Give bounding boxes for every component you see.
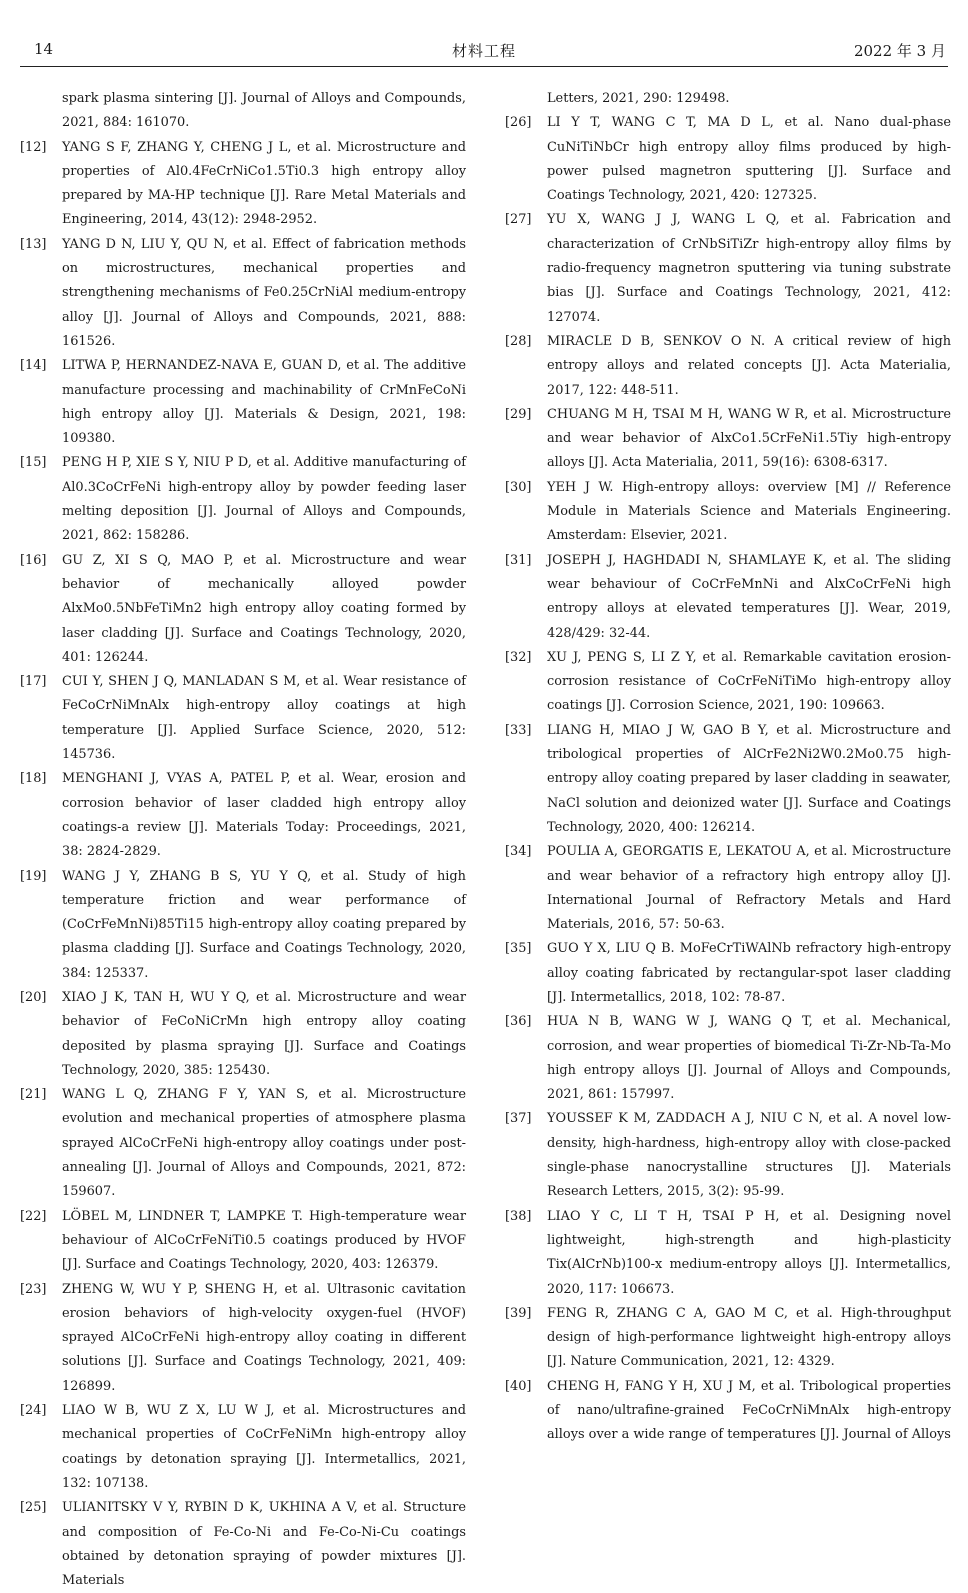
reference-text: CHENG H, FANG Y H, XU J M, et al. Tribological properties of nano/ultrafine-grained FeCoCrNiMnAlx high-entropy alloys over a wide range of temperatures [J]. Journal of Alloys — [547, 1378, 951, 1443]
reference-number: [32] — [505, 649, 532, 665]
reference-entry — [505, 330, 951, 403]
reference-number: [26] — [505, 115, 532, 131]
reference-number: [19] — [20, 868, 47, 884]
reference-number: [38] — [505, 1208, 532, 1224]
reference-column-left — [20, 87, 466, 1593]
reference-entry — [20, 354, 466, 451]
reference-text: JOSEPH J, HAGHDADI N, SHAMLAYE K, et al. The sliding wear behaviour of CoCrFeMnNi and AlxCoCrFeNi high entropy alloys at elevated temperatures [J]. Wear, 2019, 428/429: 32-44. — [547, 552, 951, 641]
reference-entry — [20, 136, 466, 233]
reference-entry — [505, 87, 951, 111]
reference-number: [40] — [505, 1378, 532, 1394]
reference-text: PENG H P, XIE S Y, NIU P D, et al. Additive manufacturing of Al0.3CoCrFeNi high-entropy alloy by powder feeding laser melting deposition [J]. Journal of Alloys and Compounds, 2021, 862: 158286. — [62, 455, 466, 544]
reference-text: LITWA P, HERNANDEZ-NAVA E, GUAN D, et al. The additive manufacture processing and machinability of CrMnFeCoNi high entropy alloy [J]. Materials & Design, 2021, 198: 109380. — [62, 358, 466, 447]
reference-number: [28] — [505, 333, 532, 349]
reference-entry — [505, 403, 951, 476]
reference-entry — [505, 1010, 951, 1107]
reference-entry — [505, 840, 951, 937]
reference-entry — [505, 646, 951, 719]
reference-text: ZHENG W, WU Y P, SHENG H, et al. Ultrasonic cavitation erosion behaviors of high-velocity oxygen-fuel (HVOF) sprayed AlCoCrFeNi high-entropy alloy coating in different solutions [J]. Surface and Coatings Technology, 2021, 409: 126899. — [62, 1281, 466, 1394]
reference-entry — [20, 986, 466, 1083]
reference-text: MIRACLE D B, SENKOV O N. A critical review of high entropy alloys and related concepts [J]. Acta Materialia, 2017, 122: 448-511. — [547, 333, 951, 398]
reference-text: YANG D N, LIU Y, QU N, et al. Effect of fabrication methods on microstructures, mechanical properties and strengthening mechanisms of Fe0.25CrNiAl medium-entropy alloy [J]. Journal of Alloys and Compounds, 2021, 888: 161526. — [62, 236, 466, 349]
reference-text: ULIANITSKY V Y, RYBIN D K, UKHINA A V, et al. Structure and composition of Fe-Co-Ni and Fe-Co-Ni-Cu coatings obtained by detonation spraying of powder mixtures [J]. Materials — [62, 1500, 466, 1589]
reference-number: [34] — [505, 844, 532, 860]
reference-text: spark plasma sintering [J]. Journal of Alloys and Compounds, 2021, 884: 161070. — [62, 91, 466, 131]
reference-entry — [505, 937, 951, 1010]
reference-entry — [20, 1278, 466, 1399]
reference-number: [16] — [20, 552, 47, 568]
reference-number: [31] — [505, 552, 532, 568]
reference-number: [37] — [505, 1111, 532, 1127]
reference-entry — [20, 1205, 466, 1278]
reference-number: [21] — [20, 1087, 47, 1103]
reference-number: [33] — [505, 722, 532, 738]
reference-number: [22] — [20, 1208, 47, 1224]
reference-text: HUA N B, WANG W J, WANG Q T, et al. Mechanical, corrosion, and wear properties of biomedical Ti-Zr-Nb-Ta-Mo high entropy alloys [J]. Journal of Alloys and Compounds, 2021, 861: 157997. — [547, 1014, 951, 1103]
journal-title: 材料工程 — [451, 42, 516, 60]
reference-entry — [20, 451, 466, 548]
reference-text: YOUSSEF K M, ZADDACH A J, NIU C N, et al. A novel low-density, high-hardness, high-entropy alloy with close-packed single-phase nanocrystalline structures [J]. Materials Research Letters, 2015, 3(2): 95-99. — [547, 1111, 951, 1200]
reference-number: [18] — [20, 771, 47, 787]
reference-text: LI Y T, WANG C T, MA D L, et al. Nano dual-phase CuNiTiNbCr high entropy alloy films produced by high-power pulsed magnetron sputtering [J]. Surface and Coatings Technology, 2021, 420: 127325. — [547, 115, 951, 204]
reference-number: [25] — [20, 1500, 47, 1516]
reference-entry — [20, 1083, 466, 1204]
reference-text: WANG J Y, ZHANG B S, YU Y Q, et al. Study of high temperature friction and wear performance of (CoCrFeMnNi)85Ti15 high-entropy alloy coating prepared by plasma cladding [J]. Surface and Coatings Technology, 2020, 384: 125337. — [62, 868, 466, 981]
reference-entry — [505, 208, 951, 329]
reference-text: LÖBEL M, LINDNER T, LAMPKE T. High-temperature wear behaviour of AlCoCrFeNiTi0.5 coatings produced by HVOF [J]. Surface and Coatings Technology, 2020, 403: 126379. — [62, 1208, 466, 1273]
reference-entry — [505, 476, 951, 549]
reference-entry — [20, 233, 466, 354]
reference-text: MENGHANI J, VYAS A, PATEL P, et al. Wear, erosion and corrosion behavior of laser cladded high entropy alloy coatings-a review [J]. Materials Today: Proceedings, 2021, 38: 2824-2829. — [62, 771, 466, 860]
reference-number: [17] — [20, 674, 47, 690]
reference-number: [35] — [505, 941, 532, 957]
reference-text: GU Z, XI S Q, MAO P, et al. Microstructure and wear behavior of mechanically alloyed powder AlxMo0.5NbFeTiMn2 high entropy alloy coating formed by laser cladding [J]. Surface and Coatings Technology, 2020, 401: 126244. — [62, 552, 466, 665]
reference-entry — [20, 1496, 466, 1593]
reference-number: [12] — [20, 139, 47, 155]
reference-number: [14] — [20, 358, 47, 374]
reference-number: [15] — [20, 455, 47, 471]
reference-entry — [505, 549, 951, 646]
reference-number: [27] — [505, 212, 532, 228]
reference-text: LIAO W B, WU Z X, LU W J, et al. Microstructures and mechanical properties of CoCrFeNiMn high-entropy alloy coatings by detonation spraying [J]. Intermetallics, 2021, 132: 107138. — [62, 1403, 466, 1491]
reference-entry — [505, 111, 951, 208]
reference-entry — [20, 670, 466, 767]
reference-text: WANG L Q, ZHANG F Y, YAN S, et al. Microstructure evolution and mechanical properties of atmosphere plasma sprayed AlCoCrFeNi high-entropy alloy coatings under post-annealing [J]. Journal of Alloys and Compounds, 2021, 872: 159607. — [62, 1087, 466, 1200]
reference-entry — [20, 1399, 466, 1496]
reference-text: FENG R, ZHANG C A, GAO M C, et al. High-throughput design of high-performance lightweight high-entropy alloys [J]. Nature Communication, 2021, 12: 4329. — [547, 1305, 951, 1370]
page-number: 14 — [34, 40, 54, 58]
reference-number: [13] — [20, 236, 47, 252]
reference-number: [23] — [20, 1281, 47, 1297]
reference-text: YANG S F, ZHANG Y, CHENG J L, et al. Microstructure and properties of Al0.4FeCrNiCo1.5Ti0.3 high entropy alloy prepared by MA-HP technique [J]. Rare Metal Materials and Engineering, 2014, 43(12): 2948-2952. — [62, 139, 466, 228]
reference-text: POULIA A, GEORGATIS E, LEKATOU A, et al. Microstructure and wear behavior of a refractory high entropy alloy [J]. International Journal of Refractory Metals and Hard Materials, 2016, 57: 50-63. — [547, 844, 951, 933]
reference-entry — [20, 865, 466, 986]
issue-date: 2022 年 3 月 — [853, 42, 946, 60]
reference-entry — [20, 767, 466, 864]
reference-text: LIANG H, MIAO J W, GAO B Y, et al. Microstructure and tribological properties of AlCrFe2Ni2W0.2Mo0.75 high-entropy alloy coating prepared by laser cladding in seawater, NaCl solution and deionized water [J]. Surface and Coatings Technology, 2020, 400: 126214. — [547, 722, 951, 835]
reference-entry — [505, 1107, 951, 1204]
reference-column-right — [505, 87, 951, 1448]
reference-entry — [505, 1205, 951, 1302]
reference-entry — [505, 1375, 951, 1448]
reference-number: [29] — [505, 406, 532, 422]
reference-text: CUI Y, SHEN J Q, MANLADAN S M, et al. Wear resistance of FeCoCrNiMnAlx high-entropy alloy coatings at high temperature [J]. Applied Surface Science, 2020, 512: 145736. — [62, 674, 466, 763]
reference-text: YEH J W. High-entropy alloys: overview [M] // Reference Module in Materials Science and Materials Engineering. Amsterdam: Elsevier, 2021. — [547, 479, 951, 544]
reference-text: XIAO J K, TAN H, WU Y Q, et al. Microstructure and wear behavior of FeCoNiCrMn high entropy alloy coating deposited by plasma spraying [J]. Surface and Coatings Technology, 2020, 385: 125430. — [62, 989, 466, 1078]
reference-number: [24] — [20, 1403, 47, 1419]
reference-number: [36] — [505, 1014, 532, 1030]
reference-text: CHUANG M H, TSAI M H, WANG W R, et al. Microstructure and wear behavior of AlxCo1.5CrFeNi1.5Tiy high-entropy alloys [J]. Acta Materialia, 2011, 59(16): 6308-6317. — [547, 406, 951, 471]
reference-entry — [20, 549, 466, 670]
reference-entry — [505, 719, 951, 840]
reference-text: Letters, 2021, 290: 129498. — [547, 91, 730, 106]
page-header — [20, 38, 948, 67]
reference-entry — [505, 1302, 951, 1375]
reference-text: GUO Y X, LIU Q B. MoFeCrTiWAlNb refractory high-entropy alloy coating fabricated by rectangular-spot laser cladding [J]. Intermetallics, 2018, 102: 78-87. — [547, 941, 951, 1005]
reference-text: XU J, PENG S, LI Z Y, et al. Remarkable cavitation erosion-corrosion resistance of CoCrFeNiTiMo high-entropy alloy coatings [J]. Corrosion Science, 2021, 190: 109663. — [547, 649, 951, 714]
reference-text: LIAO Y C, LI T H, TSAI P H, et al. Designing novel lightweight, high-strength and high-plasticity Tix(AlCrNb)100-x medium-entropy alloys [J]. Intermetallics, 2020, 117: 106673. — [547, 1208, 951, 1297]
reference-number: [30] — [505, 479, 532, 495]
reference-text: YU X, WANG J J, WANG L Q, et al. Fabrication and characterization of CrNbSiTiZr high-entropy alloy films by radio-frequency magnetron sputtering via tuning substrate bias [J]. Surface and Coatings Technology, 2021, 412: 127074. — [547, 212, 951, 325]
reference-number: [39] — [505, 1305, 532, 1321]
reference-entry — [20, 87, 466, 136]
reference-number: [20] — [20, 989, 47, 1005]
